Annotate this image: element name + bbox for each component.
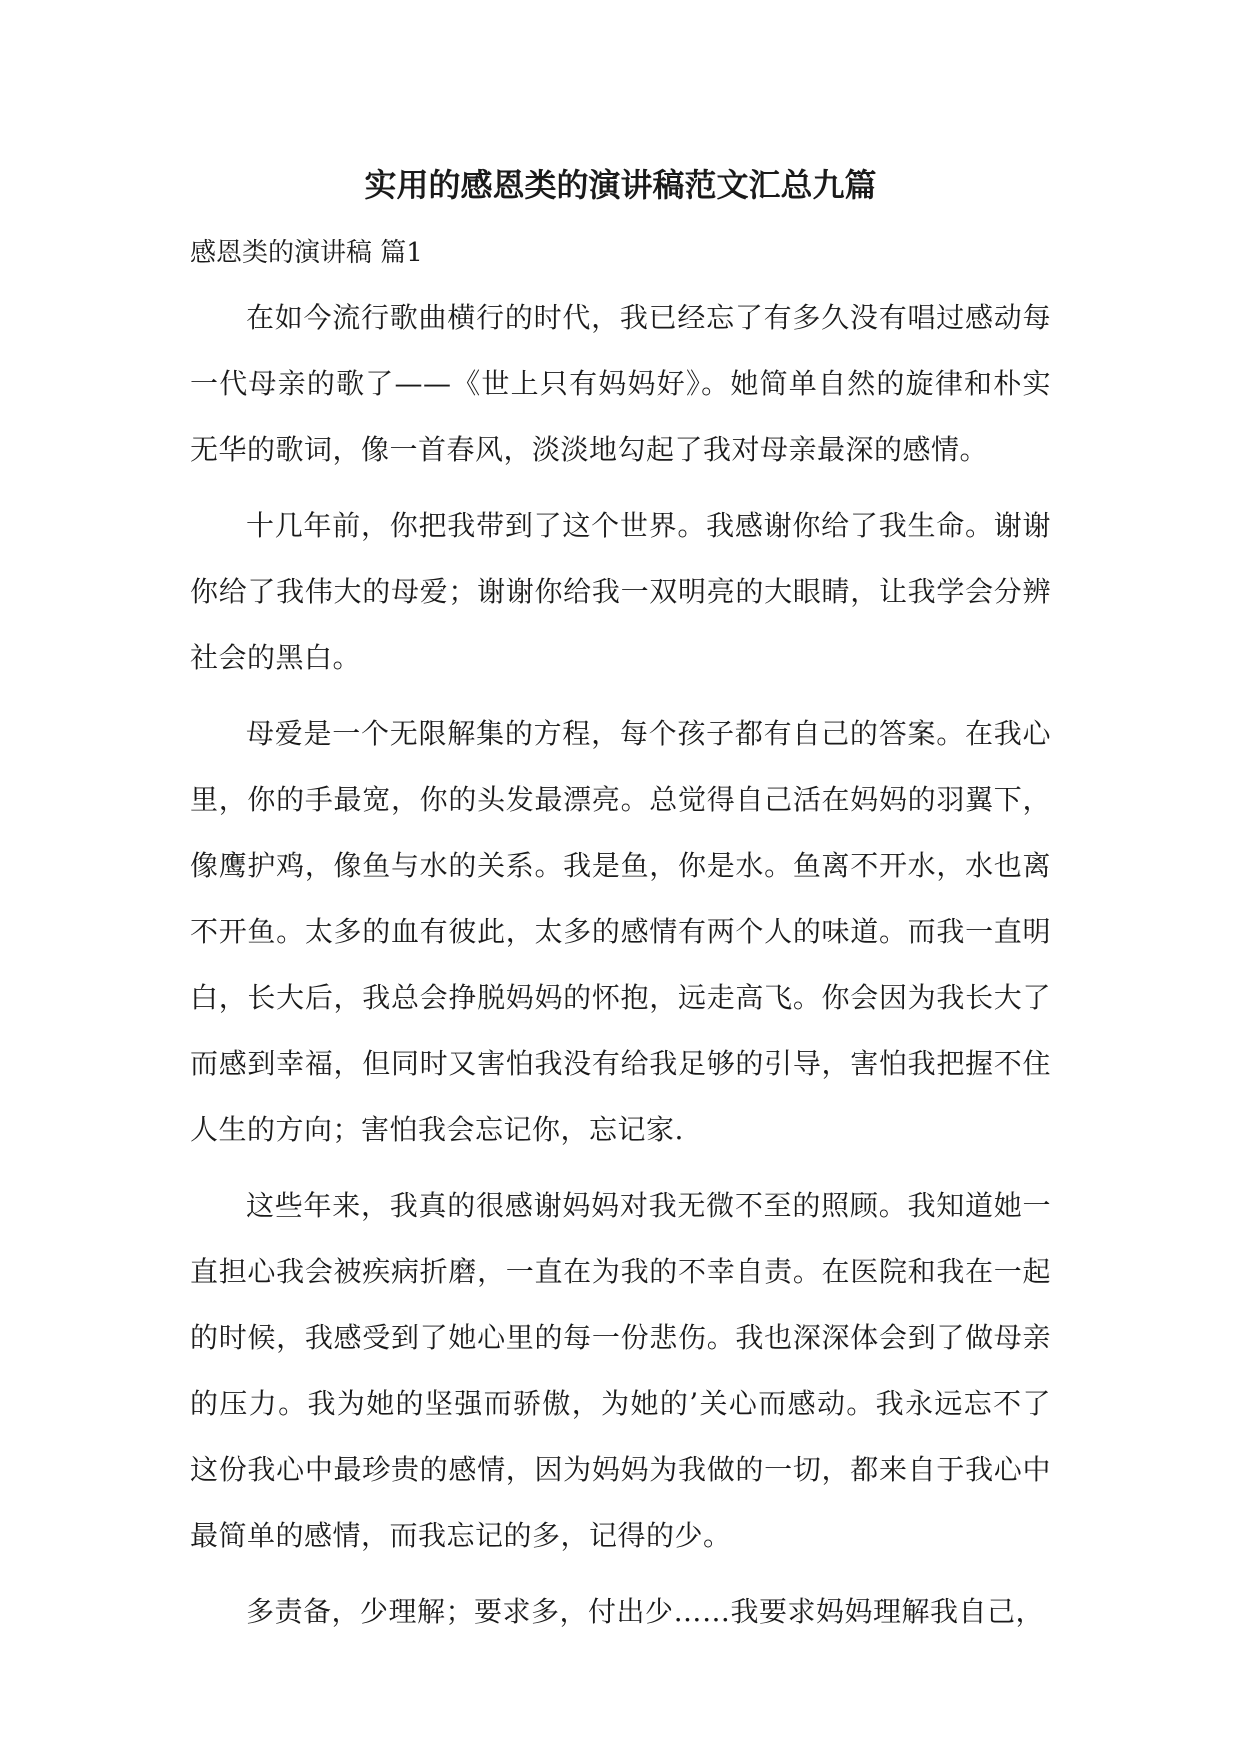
paragraph: 母爱是一个无限解集的方程，每个孩子都有自己的答案。在我心里，你的手最宽，你的头发最漂亮。总觉得自己活在妈妈的羽翼下，像鹰护鸡，像鱼与水的关系。我是鱼，你是水。鱼离不开水，水也离不开鱼。太多的血有彼此，太多的感情有两个人的味道。而我一直明白，长大后，我总会挣脱妈妈的怀抱，远走高飞。你会因为我长大了而感到幸福，但同时又害怕我没有给我足够的引导，害怕我把握不住人生的方向；害怕我会忘记你，忘记家.: [190, 717, 1051, 1146]
paragraph: 十几年前，你把我带到了这个世界。我感谢你给了我生命。谢谢你给了我伟大的母爱；谢谢你给我一双明亮的大眼睛，让我学会分辨社会的黑白。: [190, 509, 1051, 674]
paragraph: 这些年来，我真的很感谢妈妈对我无微不至的照顾。我知道她一直担心我会被疾病折磨，一直在为我的不幸自责。在医院和我在一起的时候，我感受到了她心里的每一份悲伤。我也深深体会到了做母亲的压力。我为她的坚强而骄傲，为她的’关心而感动。我永远忘不了这份我心中最珍贵的感情，因为妈妈为我做的一切，都来自于我心中最简单的感情，而我忘记的多，记得的少。: [190, 1189, 1051, 1552]
paragraph: 在如今流行歌曲横行的时代，我已经忘了有多久没有唱过感动每一代母亲的歌了——《世上只有妈妈好》。她简单自然的旋律和朴实无华的歌词，像一首春风，淡淡地勾起了我对母亲最深的感情。: [190, 301, 1051, 466]
document-title: 实用的感恩类的演讲稿范文汇总九篇: [364, 166, 877, 204]
document-body: [190, 285, 1051, 1655]
paragraph: 多责备，少理解；要求多，付出少……我要求妈妈理解我自己，: [246, 1595, 1045, 1628]
section-heading: 感恩类的演讲稿 篇1: [190, 238, 423, 268]
